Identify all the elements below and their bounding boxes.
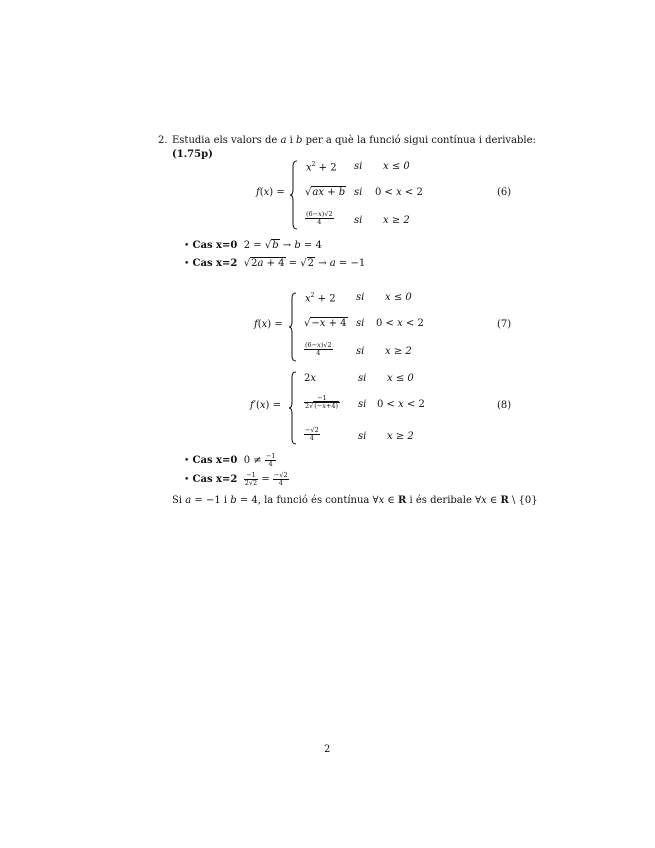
bullet-label: Cas x=0 bbox=[192, 240, 238, 251]
eq6-row3-si: si bbox=[354, 215, 363, 226]
eq8-row1-expr: 2x bbox=[304, 373, 317, 384]
eq7-tag: (7) bbox=[497, 319, 512, 330]
bullet-icon: • bbox=[184, 259, 190, 269]
bullet-icon: • bbox=[184, 475, 190, 485]
eq8-brace bbox=[288, 371, 298, 445]
eq6-row1-cond: x ≤ 0 bbox=[383, 161, 410, 172]
eq8-row2-si: si bbox=[358, 399, 367, 410]
eq7-row3-cond: x ≥ 2 bbox=[385, 346, 412, 357]
eq6-lhs: f(x) = bbox=[256, 187, 285, 198]
eq7-row1-expr: $x^2 + 2$ bbox=[305, 292, 336, 305]
eq6-row2-cond: 0 < x < 2 bbox=[375, 187, 423, 198]
eq8-row2-cond: 0 < x < 2 bbox=[377, 399, 425, 410]
bullet-label: Cas x=2 bbox=[192, 474, 238, 485]
eq8-row1-si: si bbox=[358, 373, 367, 384]
eq7-row2-si: si bbox=[356, 318, 365, 329]
eq8-row3-expr: $\frac{-√2}{4}$ bbox=[305, 426, 319, 442]
eq7-lhs: f(x) = bbox=[254, 319, 283, 330]
eq6-row3-cond: x ≥ 2 bbox=[383, 215, 410, 226]
problem-points: (1.75p) bbox=[172, 149, 213, 160]
eq7-row3-expr: $\frac{(6-x)√2}{4}$ bbox=[305, 341, 332, 357]
bullet-icon: • bbox=[184, 241, 190, 251]
bullet-item: • Cas x=2 √2a + 4 = √2 → a = −1 bbox=[184, 258, 366, 269]
bullet-label: Cas x=0 bbox=[192, 455, 238, 466]
eq6-row2-expr: √ax + b bbox=[305, 187, 346, 198]
eq8-tag: (8) bbox=[497, 400, 512, 411]
bullet-icon: • bbox=[184, 456, 190, 466]
conclusion: Si a = −1 i b = 4, la funció és contínua ∀x ∈ R i és deribale ∀x ∈ R \ {0} bbox=[172, 495, 538, 506]
eq7-brace bbox=[288, 292, 298, 362]
problem-number: 2. bbox=[158, 135, 168, 146]
eq7-row3-si: si bbox=[356, 346, 365, 357]
eq6-row2-si: si bbox=[354, 187, 363, 198]
eq6-row1-expr: $x^2 + 2$ bbox=[306, 161, 337, 174]
eq7-row1-cond: x ≤ 0 bbox=[385, 292, 412, 303]
eq8-lhs: f′(x) = bbox=[250, 400, 281, 411]
eq7-row1-si: si bbox=[356, 292, 365, 303]
eq8-row3-cond: x ≥ 2 bbox=[387, 431, 414, 442]
bullet-item: • Cas x=2 $\frac{-1}{2√2}$ = $\frac{-√2}{4}$ bbox=[184, 471, 288, 487]
bullet-label: Cas x=2 bbox=[192, 258, 238, 269]
page-number: 2 bbox=[324, 744, 331, 755]
eq8-row1-cond: x ≤ 0 bbox=[387, 373, 414, 384]
eq7-row2-cond: 0 < x < 2 bbox=[376, 318, 424, 329]
eq8-row3-si: si bbox=[358, 431, 367, 442]
bullet-item: • Cas x=0 2 = √b → b = 4 bbox=[184, 240, 322, 251]
bullet-item: • Cas x=0 0 ≠ $\frac{-1}{4}$ bbox=[184, 452, 276, 468]
eq6-brace bbox=[289, 160, 299, 230]
eq6-tag: (6) bbox=[497, 187, 512, 198]
problem-statement: Estudia els valors de a i b per a què la funció sigui contínua i derivable: bbox=[172, 135, 536, 146]
eq8-row2-expr: $\frac{-1}{2√(-x+4)}$ bbox=[305, 394, 339, 410]
eq7-row2-expr: √−x + 4 bbox=[304, 318, 347, 329]
eq6-row3-expr: $\frac{(6-x)√2}{4}$ bbox=[306, 210, 333, 226]
eq6-row1-si: si bbox=[354, 161, 363, 172]
